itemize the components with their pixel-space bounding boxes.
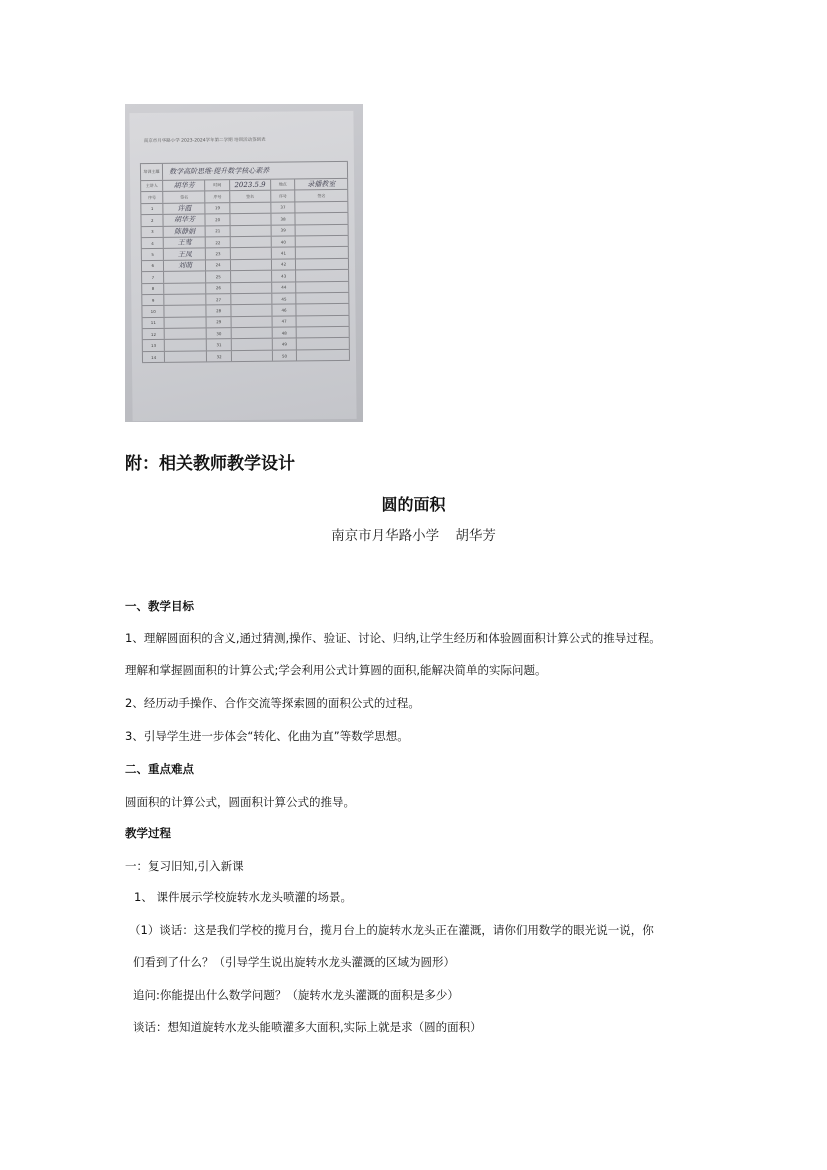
row-number: 38 <box>271 214 296 225</box>
step-1-1: 1、 课件展示学校旋转水龙头喷灌的场景。 <box>134 890 352 904</box>
goal-2: 2、经历动手操作、合作交流等探索圆的面积公式的过程。 <box>125 696 420 710</box>
signature-cell <box>165 340 207 351</box>
header-cell: 时间 <box>206 180 231 191</box>
signature-cell: 王凤 <box>164 249 206 260</box>
sheet-title: 南京市月华路小学 2023-2024学年第二学期 培训活动签到表 <box>143 137 266 145</box>
column-header: 序号 <box>271 191 296 202</box>
signature-cell <box>165 328 207 339</box>
signature-cell <box>230 214 271 225</box>
topic-label: 培训主题 <box>140 164 163 180</box>
row-number: 27 <box>207 294 232 305</box>
signature-cell <box>296 224 349 235</box>
row-number: 14 <box>142 352 166 363</box>
header-cell: 2023.5.9 <box>230 180 271 191</box>
page-title: 圆的面积 <box>381 495 446 514</box>
row-number: 49 <box>273 339 298 350</box>
signature-cell <box>231 237 272 248</box>
row-number: 9 <box>141 295 165 306</box>
row-number: 26 <box>207 283 232 294</box>
row-number: 50 <box>273 350 298 361</box>
sheet-grid <box>140 161 350 363</box>
signature-cell <box>232 339 273 350</box>
row-number: 2 <box>140 215 164 226</box>
row-number: 11 <box>142 318 166 329</box>
signature-cell <box>232 328 273 339</box>
signature-cell <box>165 317 207 328</box>
goals-heading: 一、教学目标 <box>125 599 194 613</box>
row-number: 23 <box>206 248 231 259</box>
column-header: 序号 <box>206 192 231 203</box>
row-number: 37 <box>271 202 296 213</box>
talk-1: （1）谈话：这是我们学校的揽月台，揽月台上的旋转水龙头正在灌溉，请你们用数学的眼光说一说，你 <box>129 923 654 937</box>
row-number: 29 <box>207 317 232 328</box>
row-number: 45 <box>272 293 297 304</box>
signature-cell <box>297 316 350 327</box>
talk-2: 谈话：想知道旋转水龙头能喷灌多大面积,实际上就是求（圆的面积） <box>133 1020 482 1034</box>
header-cell: 地点 <box>271 179 296 190</box>
row-number: 46 <box>272 305 297 316</box>
signature-cell <box>231 282 272 293</box>
signature-cell <box>296 270 349 281</box>
row-number: 31 <box>207 340 232 351</box>
signature-cell <box>232 351 273 362</box>
signature-cell <box>231 305 272 316</box>
row-number: 47 <box>272 316 297 327</box>
row-number: 5 <box>141 249 165 260</box>
row-number: 30 <box>207 328 232 339</box>
row-number: 22 <box>206 237 231 248</box>
step-1: 一：复习旧知,引入新课 <box>125 859 244 873</box>
process-heading: 教学过程 <box>125 826 171 840</box>
signature-cell <box>231 271 272 282</box>
signature-cell <box>297 293 350 304</box>
signature-cell <box>165 283 207 294</box>
row-number: 40 <box>272 236 297 247</box>
signature-cell <box>230 225 271 236</box>
row-number: 41 <box>272 248 297 259</box>
header-cell: 录播教室 <box>295 179 348 190</box>
signature-cell <box>231 248 272 259</box>
row-number: 8 <box>141 283 165 294</box>
row-number: 12 <box>142 329 166 340</box>
row-number: 43 <box>272 271 297 282</box>
row-number: 24 <box>206 260 231 271</box>
table-row <box>142 350 350 364</box>
row-number: 4 <box>141 238 165 249</box>
goal-1: 1、理解圆面积的含义,通过猜测,操作、验证、讨论、归纳,让学生经历和体验圆面积计算公式的推导过程。 <box>125 631 661 645</box>
signature-cell: 王莺 <box>164 237 206 248</box>
key-text: 圆面积的计算公式，圆面积计算公式的推导。 <box>125 795 355 809</box>
row-number: 28 <box>207 305 232 316</box>
author-line <box>0 524 827 544</box>
signature-cell <box>297 350 350 361</box>
row-number: 25 <box>207 271 232 282</box>
author-name: 胡华芳 <box>455 528 496 544</box>
signature-cell <box>231 316 272 327</box>
row-number: 20 <box>206 214 231 225</box>
column-header: 序号 <box>140 192 164 203</box>
signature-cell: 陈静娟 <box>164 226 206 237</box>
row-number: 39 <box>271 225 296 236</box>
attachment-title: 附：相关教师教学设计 <box>125 454 295 474</box>
signature-cell: 许霞 <box>164 203 206 214</box>
column-header: 签名 <box>296 190 349 201</box>
signature-cell <box>230 202 271 213</box>
header-cell: 主讲人 <box>140 181 164 192</box>
goal-1-continued: 理解和掌握圆面积的计算公式;学会利用公式计算圆的面积,能解决简单的实际问题。 <box>125 663 547 677</box>
column-header: 签名 <box>164 192 206 203</box>
row-number: 7 <box>141 272 165 283</box>
row-number: 13 <box>142 340 166 351</box>
follow-up-question: 追问:你能提出什么数学问题？（旋转水龙头灌溉的面积是多少） <box>133 988 459 1002</box>
row-number: 21 <box>206 226 231 237</box>
author-school: 南京市月华路小学 <box>331 528 440 544</box>
signature-cell <box>296 202 349 213</box>
signature-cell <box>296 281 349 292</box>
row-number: 3 <box>141 226 165 237</box>
talk-1-continued: 们看到了什么？（引导学生说出旋转水龙头灌溉的区域为圆形） <box>133 955 455 969</box>
row-number: 19 <box>206 203 231 214</box>
signature-cell <box>296 247 349 258</box>
row-number: 10 <box>141 306 165 317</box>
row-number: 6 <box>141 261 165 272</box>
row-number: 44 <box>272 282 297 293</box>
signature-cell <box>165 306 207 317</box>
signature-cell <box>165 351 207 362</box>
signature-cell: 刘萌 <box>164 260 206 271</box>
topic-row <box>140 161 348 181</box>
signature-cell <box>297 327 350 338</box>
key-heading: 二、重点难点 <box>125 762 194 776</box>
row-number: 48 <box>273 328 298 339</box>
signature-cell <box>231 294 272 305</box>
topic-value: 数学高阶思维·提升数学核心素养 <box>163 162 348 180</box>
header-cell: 胡华芳 <box>164 180 206 191</box>
goal-3: 3、引导学生进一步体会“转化、化曲为直”等数学思想。 <box>125 729 409 743</box>
row-number: 32 <box>207 351 232 362</box>
signature-cell <box>296 213 349 224</box>
signature-cell <box>165 294 207 305</box>
sign-in-sheet <box>129 111 356 421</box>
signature-cell <box>297 338 350 349</box>
signature-cell <box>165 272 207 283</box>
signature-cell: 胡华芳 <box>164 215 206 226</box>
row-number: 42 <box>272 259 297 270</box>
row-number: 1 <box>140 204 164 215</box>
sign-in-sheet-photo <box>125 104 363 422</box>
column-header: 签名 <box>230 191 271 202</box>
signature-cell <box>296 259 349 270</box>
signature-cell <box>296 236 349 247</box>
signature-cell <box>231 259 272 270</box>
signature-cell <box>297 304 350 315</box>
